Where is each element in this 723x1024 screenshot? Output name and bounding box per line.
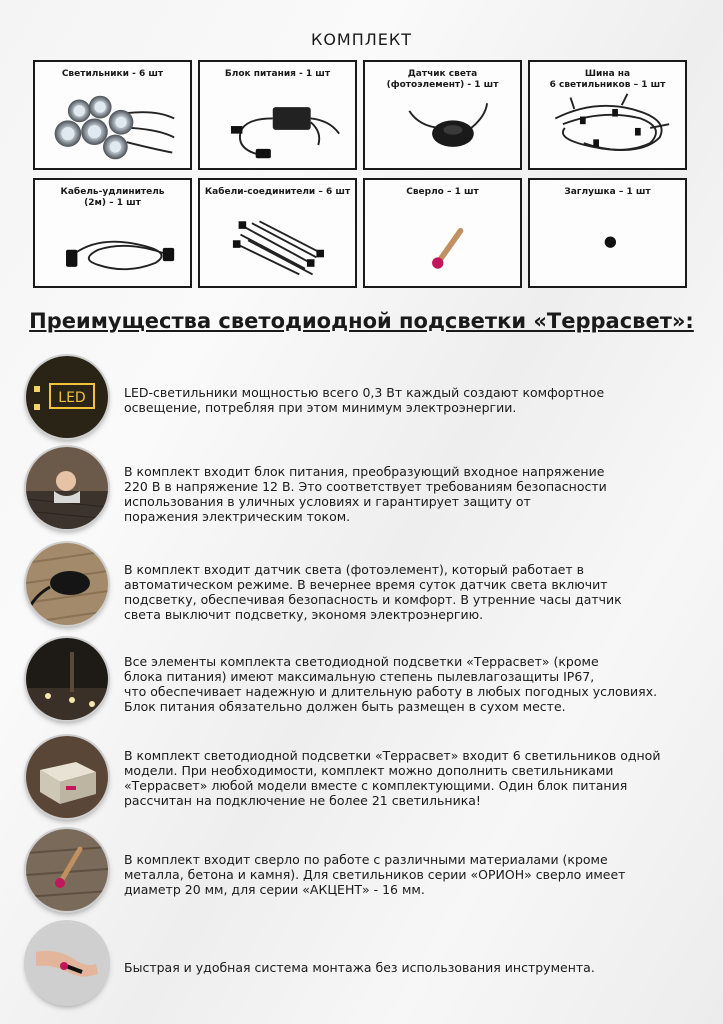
kit-item-cable-bus [528,60,687,170]
kit-item-label: Шина на 6 светильников – 1 шт [549,69,666,90]
kit-item-power-supply [198,60,357,170]
kit-item-extension-cable [33,178,192,288]
advantage-text: В комплект входит датчик света (фотоэлемент), который работает в автоматическом режиме. В вечернее время суток датчик света включит подсветку, обеспечивая безопасность и комфорт. В утренние часы датчик света выключит подсветку, экономя электроэнергию. [124,562,622,622]
led-sign-image [26,356,108,438]
kit-item-label: Блок питания - 1 шт [224,69,331,79]
led-sign-text: LED [58,390,86,406]
sensor-on-deck-image [26,543,108,625]
kit-item-label: Сверло – 1 шт [406,187,479,197]
advantage-text: LED-светильники мощностью всего 0,3 Вт каждый создают комфортное освещение, потребляя при этом минимум электроэнергии. [124,385,605,415]
advantages-heading: Преимущества светодиодной подсветки «Террасвет»: [29,309,694,333]
power-supply-image [202,90,353,164]
kit-item-label: Кабели-соединители – 6 шт [204,187,351,197]
kit-title: КОМПЛЕКТ [310,30,413,49]
kit-item-label: Датчик света (фотоэлемент) - 1 шт [386,69,499,90]
hand-install-image [26,922,108,1004]
advantage-text: В комплект светодиодной подсветки «Террасвет» входит 6 светильников одной модели. При необходимости, комплект можно дополнить светильниками «Террасвет» любой модели вместе с комплектующими. Один блок питания рассчитан на подключение не более 21 светильника! [124,748,661,808]
kit-item-label: Заглушка – 1 шт [564,187,651,197]
advantage-text: В комплект входит блок питания, преобразующий входное напряжение 220 В в напряжение 12 В. Это соответствует требованиям безопасности использования в уличных условиях и гарантирует защиту от поражения электрическим током. [124,464,607,524]
drill-bit-image [367,208,518,282]
advantage-text: Все элементы комплекта светодиодной подсветки «Террасвет» (кроме блока питания) имеют максимальную степень пылевлагозащиты IP67, что обеспечивает надежную и длительную работу в любых погодных условиях. Блок питания обязательно должен быть размещен в сухом месте. [124,654,658,714]
kit-item-label: Светильники - 6 шт [61,69,164,79]
product-box-image [26,736,108,818]
led-fixtures-image [37,90,188,164]
kit-grid [33,60,693,292]
kit-item-plug-cap [528,178,687,288]
lit-steps-image [26,638,108,720]
connector-cables-image [202,208,353,282]
light-sensor-image [367,90,518,164]
kit-item-connector-cables [198,178,357,288]
cable-bus-image [532,90,683,164]
kit-item-light-sensor [363,60,522,170]
advantage-text: В комплект входит сверло по работе с различными материалами (кроме металла, бетона и камня). Для светильников серии «ОРИОН» сверло имеет диаметр 20 мм, для серии «АКЦЕНТ» - 16 мм. [124,852,626,897]
child-on-deck-image [26,447,108,529]
kit-item-label: Кабель-удлинитель (2м) – 1 шт [60,187,165,208]
kit-item-fixtures [33,60,192,170]
kit-item-drill-bit [363,178,522,288]
plug-cap-image [532,208,683,282]
advantage-text: Быстрая и удобная система монтажа без использования инструмента. [124,960,595,975]
drill-on-deck-image [26,829,108,911]
extension-cable-image [37,208,188,282]
